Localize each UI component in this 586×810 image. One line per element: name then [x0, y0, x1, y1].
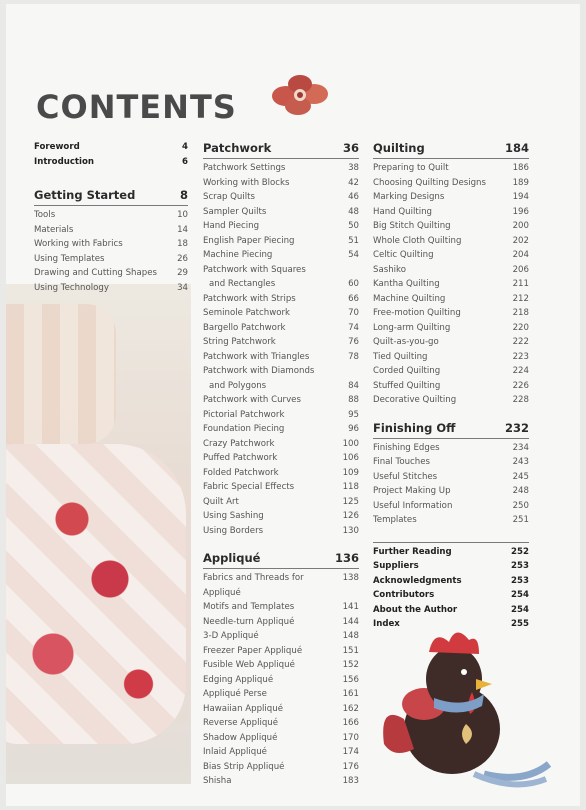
toc-entry-page: 48 [348, 206, 359, 217]
toc-entry-label: and Polygons [209, 380, 267, 391]
toc-entry-page: 161 [342, 689, 359, 699]
toc-entry-big-stitch-quilting[interactable] [373, 219, 529, 234]
toc-entry-3-d-appliqu[interactable] [203, 629, 359, 644]
toc-entry-label: Bargello Patchwork [203, 322, 286, 333]
toc-entry-page: 243 [512, 457, 529, 467]
toc-entry-label: Marking Designs [373, 192, 445, 202]
toc-entry-scrap-quilts[interactable] [203, 190, 359, 205]
toc-entry-page: 4 [182, 142, 188, 152]
toc-entry-page: 196 [512, 206, 529, 217]
toc-entry-page: 51 [348, 235, 359, 246]
toc-entry-label: Preparing to Quilt [373, 163, 449, 173]
toc-entry-label: Seminole Patchwork [203, 308, 291, 318]
toc-entry-page: 141 [342, 602, 359, 612]
toc-entry-page: 29 [177, 268, 188, 278]
section-heading-applique[interactable]: Appliqué 136 [203, 551, 359, 565]
toc-entry-hand-piecing[interactable] [203, 219, 359, 234]
toc-entry-label: Index [373, 619, 400, 629]
toc-entry-page: 254 [511, 590, 529, 600]
toc-entry-label: Materials [34, 224, 74, 235]
toc-entry-motifs-and-templates[interactable] [203, 600, 359, 615]
toc-entry-label: Useful Information [373, 500, 453, 511]
toc-entry-label: Working with Fabrics [34, 239, 123, 249]
toc-entry-page: 176 [342, 761, 359, 772]
toc-entry-label: Sampler Quilts [203, 206, 267, 217]
fabric-flower-icon [268, 74, 332, 118]
toc-entry-page: 88 [348, 395, 359, 405]
toc-entry-page: 212 [512, 293, 529, 304]
toc-entry-page: 248 [512, 486, 529, 496]
toc-entry-needle-turn-appliqu[interactable] [203, 615, 359, 630]
toc-entry-label: Edging Appliqué [203, 674, 274, 685]
toc-entry-useful-stitches[interactable] [373, 470, 529, 485]
toc-entry-project-making-up[interactable] [373, 484, 529, 499]
toc-entry-page: 211 [512, 279, 529, 289]
toc-entry-page: 174 [342, 747, 359, 757]
toc-entry-bargello-patchwork[interactable] [203, 321, 359, 336]
toc-entry-label: Patchwork with Squares [203, 264, 306, 275]
toc-entry-label: Suppliers [373, 561, 419, 571]
contents-column-3 [373, 140, 529, 632]
toc-entry-hawaiian-appliqu[interactable] [203, 702, 359, 717]
toc-entry-label: Machine Quilting [373, 293, 446, 304]
toc-entry-label: Finishing Edges [373, 442, 440, 453]
toc-entry-materials[interactable] [34, 223, 188, 238]
toc-entry-label: Appliqué Perse [203, 689, 267, 699]
toc-entry-page: 70 [348, 308, 359, 318]
toc-entry-page: 226 [512, 380, 529, 391]
toc-entry-using-sashing[interactable] [203, 509, 359, 524]
toc-entry-label: Using Technology [34, 282, 109, 293]
toc-entry-page: 42 [348, 177, 359, 188]
toc-entry-label: Patchwork Settings [203, 163, 286, 173]
toc-entry-machine-quilting[interactable] [373, 292, 529, 307]
toc-entry-label: Contributors [373, 590, 435, 600]
toc-entry-label: Patchwork with Diamonds [203, 366, 315, 376]
fabric-rooster-icon [374, 624, 564, 794]
toc-entry-page: 60 [348, 279, 359, 289]
toc-entry-free-motion-quilting[interactable] [373, 306, 529, 321]
toc-entry-suppliers[interactable] [373, 559, 529, 574]
toc-entry-label: Corded Quilting [373, 366, 441, 376]
toc-entry-whole-cloth-quilting[interactable] [373, 234, 529, 249]
toc-entry-label: Pictorial Patchwork [203, 409, 285, 420]
toc-entry-kantha-quilting[interactable] [373, 277, 529, 292]
toc-entry-seminole-patchwork[interactable] [203, 306, 359, 321]
toc-entry-label: Motifs and Templates [203, 602, 295, 612]
contents-column-2 [203, 140, 359, 789]
toc-entry-page: 74 [348, 322, 359, 333]
toc-entry-label: Stuffed Quilting [373, 380, 441, 391]
toc-entry-label: Drawing and Cutting Shapes [34, 268, 157, 278]
toc-entry-page: 78 [348, 351, 359, 362]
toc-entry-page: 125 [342, 496, 359, 507]
toc-entry-edging-appliqu[interactable] [203, 673, 359, 688]
toc-entry-patchwork-with-strips[interactable] [203, 292, 359, 307]
toc-entry-page: 118 [342, 482, 359, 492]
toc-entry-label: Fabric Special Effects [203, 482, 295, 492]
toc-entry-fusible-web-appliqu[interactable] [203, 658, 359, 673]
toc-entry-working-with-fabrics[interactable] [34, 237, 188, 252]
toc-entry-label: Shadow Appliqué [203, 732, 278, 743]
toc-entry-reverse-appliqu[interactable] [203, 716, 359, 731]
section-heading-patchwork[interactable]: Patchwork 36 [203, 141, 359, 155]
toc-entry-label: Reverse Appliqué [203, 718, 279, 728]
toc-entry-foundation-piecing[interactable] [203, 422, 359, 437]
toc-entry-page: 223 [512, 351, 529, 362]
toc-entry-label: Folded Patchwork [203, 467, 279, 478]
toc-entry-label: Working with Blocks [203, 177, 290, 188]
toc-entry-page: 252 [511, 546, 529, 557]
toc-entry-and-polygons[interactable] [203, 379, 359, 394]
toc-entry-crazy-patchwork[interactable] [203, 437, 359, 452]
toc-entry-label: Using Borders [203, 525, 264, 536]
toc-entry-acknowledgments[interactable] [373, 574, 529, 589]
toc-entry-marking-designs[interactable] [373, 190, 529, 205]
toc-entry-page: 250 [512, 500, 529, 511]
toc-entry-quilt-art[interactable] [203, 495, 359, 510]
toc-entry-page: 84 [348, 380, 359, 391]
toc-entry-tied-quilting[interactable] [373, 350, 529, 365]
toc-entry-page: 206 [512, 264, 529, 275]
toc-entry-label: Kantha Quilting [373, 279, 440, 289]
section-rule [373, 158, 529, 159]
toc-entry-label: String Patchwork [203, 337, 276, 347]
toc-entry-label: Machine Piecing [203, 250, 273, 260]
toc-entry-label: Introduction [34, 156, 95, 167]
toc-entry-label: Hawaiian Appliqué [203, 703, 283, 714]
toc-entry-long-arm-quilting[interactable] [373, 321, 529, 336]
toc-entry-page: 130 [342, 525, 359, 536]
toc-entry-patchwork-with-squares[interactable] [203, 263, 359, 278]
toc-entry-patchwork-with-curves[interactable] [203, 393, 359, 408]
toc-entry-page: 222 [512, 337, 529, 347]
section-heading-finishing-off[interactable]: Finishing Off 232 [373, 420, 529, 435]
contents-page [6, 4, 580, 806]
folded-quilt-image [6, 304, 116, 444]
toc-entry-patchwork-settings[interactable] [203, 161, 359, 176]
toc-entry-page: 218 [512, 308, 529, 318]
toc-entry-label: Freezer Paper Appliqué [203, 645, 303, 656]
section-rule [203, 158, 359, 159]
section-rule [34, 205, 188, 206]
contents-column-1 [34, 140, 188, 295]
toc-entry-page: 253 [511, 575, 529, 586]
toc-entry-working-with-blocks[interactable] [203, 176, 359, 191]
toc-entry-page: 26 [177, 253, 188, 264]
section-heading-quilting[interactable]: Quilting 184 [373, 141, 529, 155]
toc-entry-page: 148 [342, 631, 359, 641]
toc-entry-label: Hand Piecing [203, 221, 260, 231]
toc-entry-label: Bias Strip Appliqué [203, 761, 285, 772]
toc-entry-pictorial-patchwork[interactable] [203, 408, 359, 423]
toc-entry-page: 202 [512, 235, 529, 246]
section-rule [203, 568, 359, 569]
toc-entry-label: Foundation Piecing [203, 424, 285, 434]
toc-entry-page: 76 [348, 337, 359, 347]
toc-entry-page: 251 [512, 515, 529, 525]
toc-entry-label: 3-D Appliqué [203, 631, 259, 641]
toc-entry-page: 50 [348, 221, 359, 231]
toc-entry-label: Further Reading [373, 546, 452, 557]
toc-entry-label: Fusible Web Appliqué [203, 660, 295, 670]
toc-entry-final-touches[interactable] [373, 455, 529, 470]
toc-entry-label: Using Templates [34, 253, 105, 264]
toc-entry-page: 10 [177, 210, 188, 220]
toc-entry-page: 6 [182, 156, 188, 167]
toc-entry-page: 96 [348, 424, 359, 434]
toc-entry-label: Scrap Quilts [203, 192, 255, 202]
toc-entry-bias-strip-appliqu[interactable] [203, 760, 359, 775]
toc-entry-page: 234 [512, 442, 529, 453]
toc-entry-choosing-quilting-designs[interactable] [373, 176, 529, 191]
toc-entry-finishing-edges[interactable] [373, 441, 529, 456]
toc-entry-page: 186 [512, 163, 529, 173]
toc-entry-label: Patchwork with Strips [203, 293, 296, 304]
toc-entry-shadow-appliqu[interactable] [203, 731, 359, 746]
toc-entry-inlaid-appliqu[interactable] [203, 745, 359, 760]
toc-entry-label: Fabrics and Threads for Appliqué [203, 573, 304, 598]
toc-entry-label: Foreword [34, 142, 80, 152]
rolled-quilt-image [6, 444, 186, 744]
toc-entry-english-paper-piecing[interactable] [203, 234, 359, 249]
section-rule [373, 438, 529, 439]
toc-entry-label: Needle-turn Appliqué [203, 616, 295, 627]
toc-entry-label: Celtic Quilting [373, 250, 434, 260]
toc-entry-page: 200 [512, 221, 529, 231]
toc-entry-folded-patchwork[interactable] [203, 466, 359, 481]
toc-entry-label: English Paper Piecing [203, 235, 295, 246]
toc-entry-sampler-quilts[interactable] [203, 205, 359, 220]
toc-entry-patchwork-with-triangles[interactable] [203, 350, 359, 365]
toc-entry-label: Quilt-as-you-go [373, 337, 439, 347]
toc-entry-label: Tools [34, 210, 56, 220]
toc-entry-label: Sashiko [373, 264, 406, 275]
toc-entry-about-the-author[interactable] [373, 603, 529, 618]
toc-entry-using-technology[interactable] [34, 281, 188, 296]
toc-entry-label: Big Stitch Quilting [373, 221, 451, 231]
toc-entry-page: 204 [512, 250, 529, 260]
toc-entry-and-rectangles[interactable] [203, 277, 359, 292]
toc-entry-string-patchwork[interactable] [203, 335, 359, 350]
toc-entry-quilt-as-you-go[interactable] [373, 335, 529, 350]
toc-entry-page: 194 [512, 192, 529, 202]
toc-entry-label: Quilt Art [203, 496, 239, 507]
toc-entry-page: 220 [512, 322, 529, 333]
toc-entry-sashiko[interactable] [373, 263, 529, 278]
toc-entry-page: 170 [342, 732, 359, 743]
toc-entry-tools[interactable] [34, 208, 188, 223]
toc-entry-page: 46 [348, 192, 359, 202]
toc-entry-label: Useful Stitches [373, 471, 438, 482]
toc-entry-useful-information[interactable] [373, 499, 529, 514]
toc-entry-appliqu-perse[interactable] [203, 687, 359, 702]
section-heading-getting-started[interactable]: Getting Started 8 [34, 188, 188, 202]
toc-entry-label: Patchwork with Triangles [203, 351, 310, 362]
toc-entry-page: 54 [348, 250, 359, 260]
toc-entry-page: 228 [512, 395, 529, 405]
toc-entry-page: 224 [512, 366, 529, 376]
toc-entry-using-borders[interactable] [203, 524, 359, 539]
toc-entry-introduction[interactable] [34, 155, 188, 170]
toc-entry-label: Crazy Patchwork [203, 438, 275, 449]
toc-entry-page: 18 [177, 239, 188, 249]
toc-entry-fabric-special-effects[interactable] [203, 480, 359, 495]
toc-entry-label: Puffed Patchwork [203, 453, 278, 463]
toc-entry-page: 38 [348, 163, 359, 173]
toc-entry-further-reading[interactable] [373, 545, 529, 560]
toc-entry-page: 34 [177, 282, 188, 293]
toc-entry-puffed-patchwork[interactable] [203, 451, 359, 466]
toc-entry-page: 151 [342, 645, 359, 656]
toc-entry-label: Final Touches [373, 457, 430, 467]
toc-entry-page: 253 [511, 561, 529, 571]
toc-entry-page: 189 [512, 177, 529, 188]
toc-entry-page: 109 [342, 467, 359, 478]
toc-entry-page: 100 [342, 438, 359, 449]
toc-entry-page: 66 [348, 293, 359, 304]
toc-entry-page: 162 [342, 703, 359, 714]
toc-entry-foreword[interactable] [34, 140, 188, 155]
toc-entry-page: 14 [177, 224, 188, 235]
toc-entry-decorative-quilting[interactable] [373, 393, 529, 408]
toc-entry-shisha[interactable] [203, 774, 359, 789]
toc-entry-page: 183 [342, 776, 359, 786]
toc-entry-stuffed-quilting[interactable] [373, 379, 529, 394]
toc-entry-templates[interactable] [373, 513, 529, 528]
toc-entry-using-templates[interactable] [34, 252, 188, 267]
toc-entry-fabrics-and-threads-for-appliqu[interactable] [203, 571, 359, 600]
toc-entry-patchwork-with-diamonds[interactable] [203, 364, 359, 379]
toc-entry-page: 95 [348, 409, 359, 420]
toc-entry-page: 254 [511, 604, 529, 615]
toc-entry-label: Free-motion Quilting [373, 308, 461, 318]
toc-entry-label: Templates [373, 515, 417, 525]
toc-entry-label: Decorative Quilting [373, 395, 457, 405]
toc-entry-freezer-paper-appliqu[interactable] [203, 644, 359, 659]
toc-entry-label: Whole Cloth Quilting [373, 235, 462, 246]
toc-entry-label: Patchwork with Curves [203, 395, 301, 405]
section-rule [373, 542, 529, 543]
toc-entry-label: Hand Quilting [373, 206, 433, 217]
toc-entry-page: 138 [342, 573, 359, 583]
toc-entry-hand-quilting[interactable] [373, 205, 529, 220]
toc-entry-page: 255 [511, 619, 529, 629]
toc-entry-drawing-and-cutting-shapes[interactable] [34, 266, 188, 281]
toc-entry-contributors[interactable] [373, 588, 529, 603]
toc-entry-label: Choosing Quilting Designs [373, 177, 486, 188]
toc-entry-label: Using Sashing [203, 511, 264, 521]
toc-entry-label: Tied Quilting [373, 351, 428, 362]
toc-entry-celtic-quilting[interactable] [373, 248, 529, 263]
toc-entry-label: Inlaid Appliqué [203, 747, 267, 757]
toc-entry-page: 106 [342, 453, 359, 463]
toc-entry-label: Long-arm Quilting [373, 322, 451, 333]
page-title: CONTENTS [36, 88, 237, 126]
toc-entry-page: 245 [512, 471, 529, 482]
toc-entry-page: 126 [342, 511, 359, 521]
toc-entry-corded-quilting[interactable] [373, 364, 529, 379]
toc-entry-label: Acknowledgments [373, 575, 462, 586]
toc-entry-page: 152 [342, 660, 359, 670]
toc-entry-preparing-to-quilt[interactable] [373, 161, 529, 176]
toc-entry-label: Shisha [203, 776, 232, 786]
toc-entry-page: 156 [342, 674, 359, 685]
toc-entry-machine-piecing[interactable] [203, 248, 359, 263]
toc-entry-label: Project Making Up [373, 486, 451, 496]
toc-entry-page: 144 [342, 616, 359, 627]
toc-entry-label: and Rectangles [209, 279, 276, 289]
toc-entry-label: About the Author [373, 604, 458, 615]
toc-entry-page: 166 [342, 718, 359, 728]
